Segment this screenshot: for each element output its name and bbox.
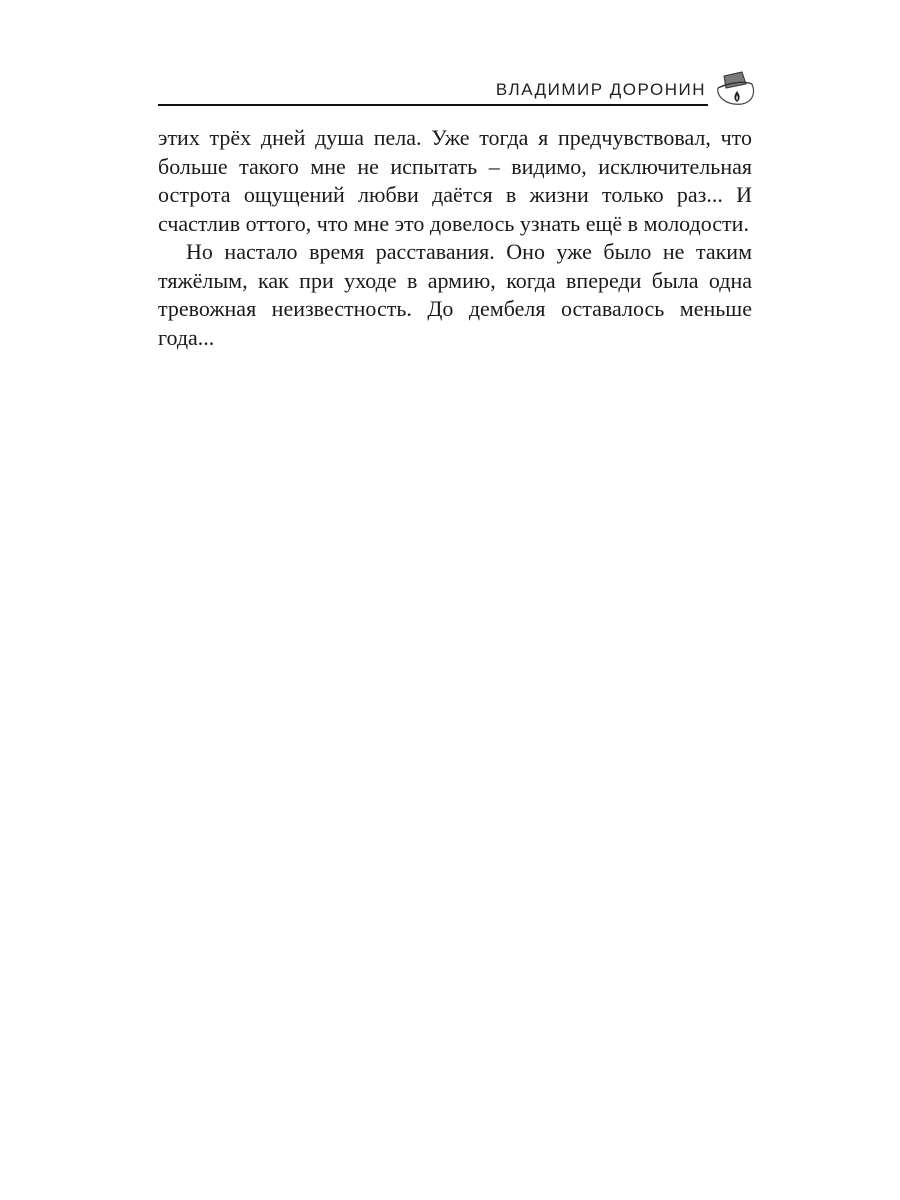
paragraph: Но настало время расставания. Оно уже было не таким тяжёлым, как при уходе в армию, когда впереди была одна тревожная неизвестность. До дембеля оставалось меньше года... — [158, 239, 752, 350]
body-text — [158, 124, 752, 352]
running-header-author: ВЛАДИМИР ДОРОНИН — [495, 80, 706, 99]
candle-flame-icon — [712, 70, 758, 110]
running-header — [158, 70, 758, 110]
header-rule — [158, 104, 708, 106]
paragraph: этих трёх дней душа пела. Уже тогда я предчувствовал, что больше такого мне не испытать – видимо, исключительная острота ощущений любви даётся в жизни только раз... И счастлив оттого, что мне это довелось узнать ещё в молодости. — [158, 125, 752, 236]
